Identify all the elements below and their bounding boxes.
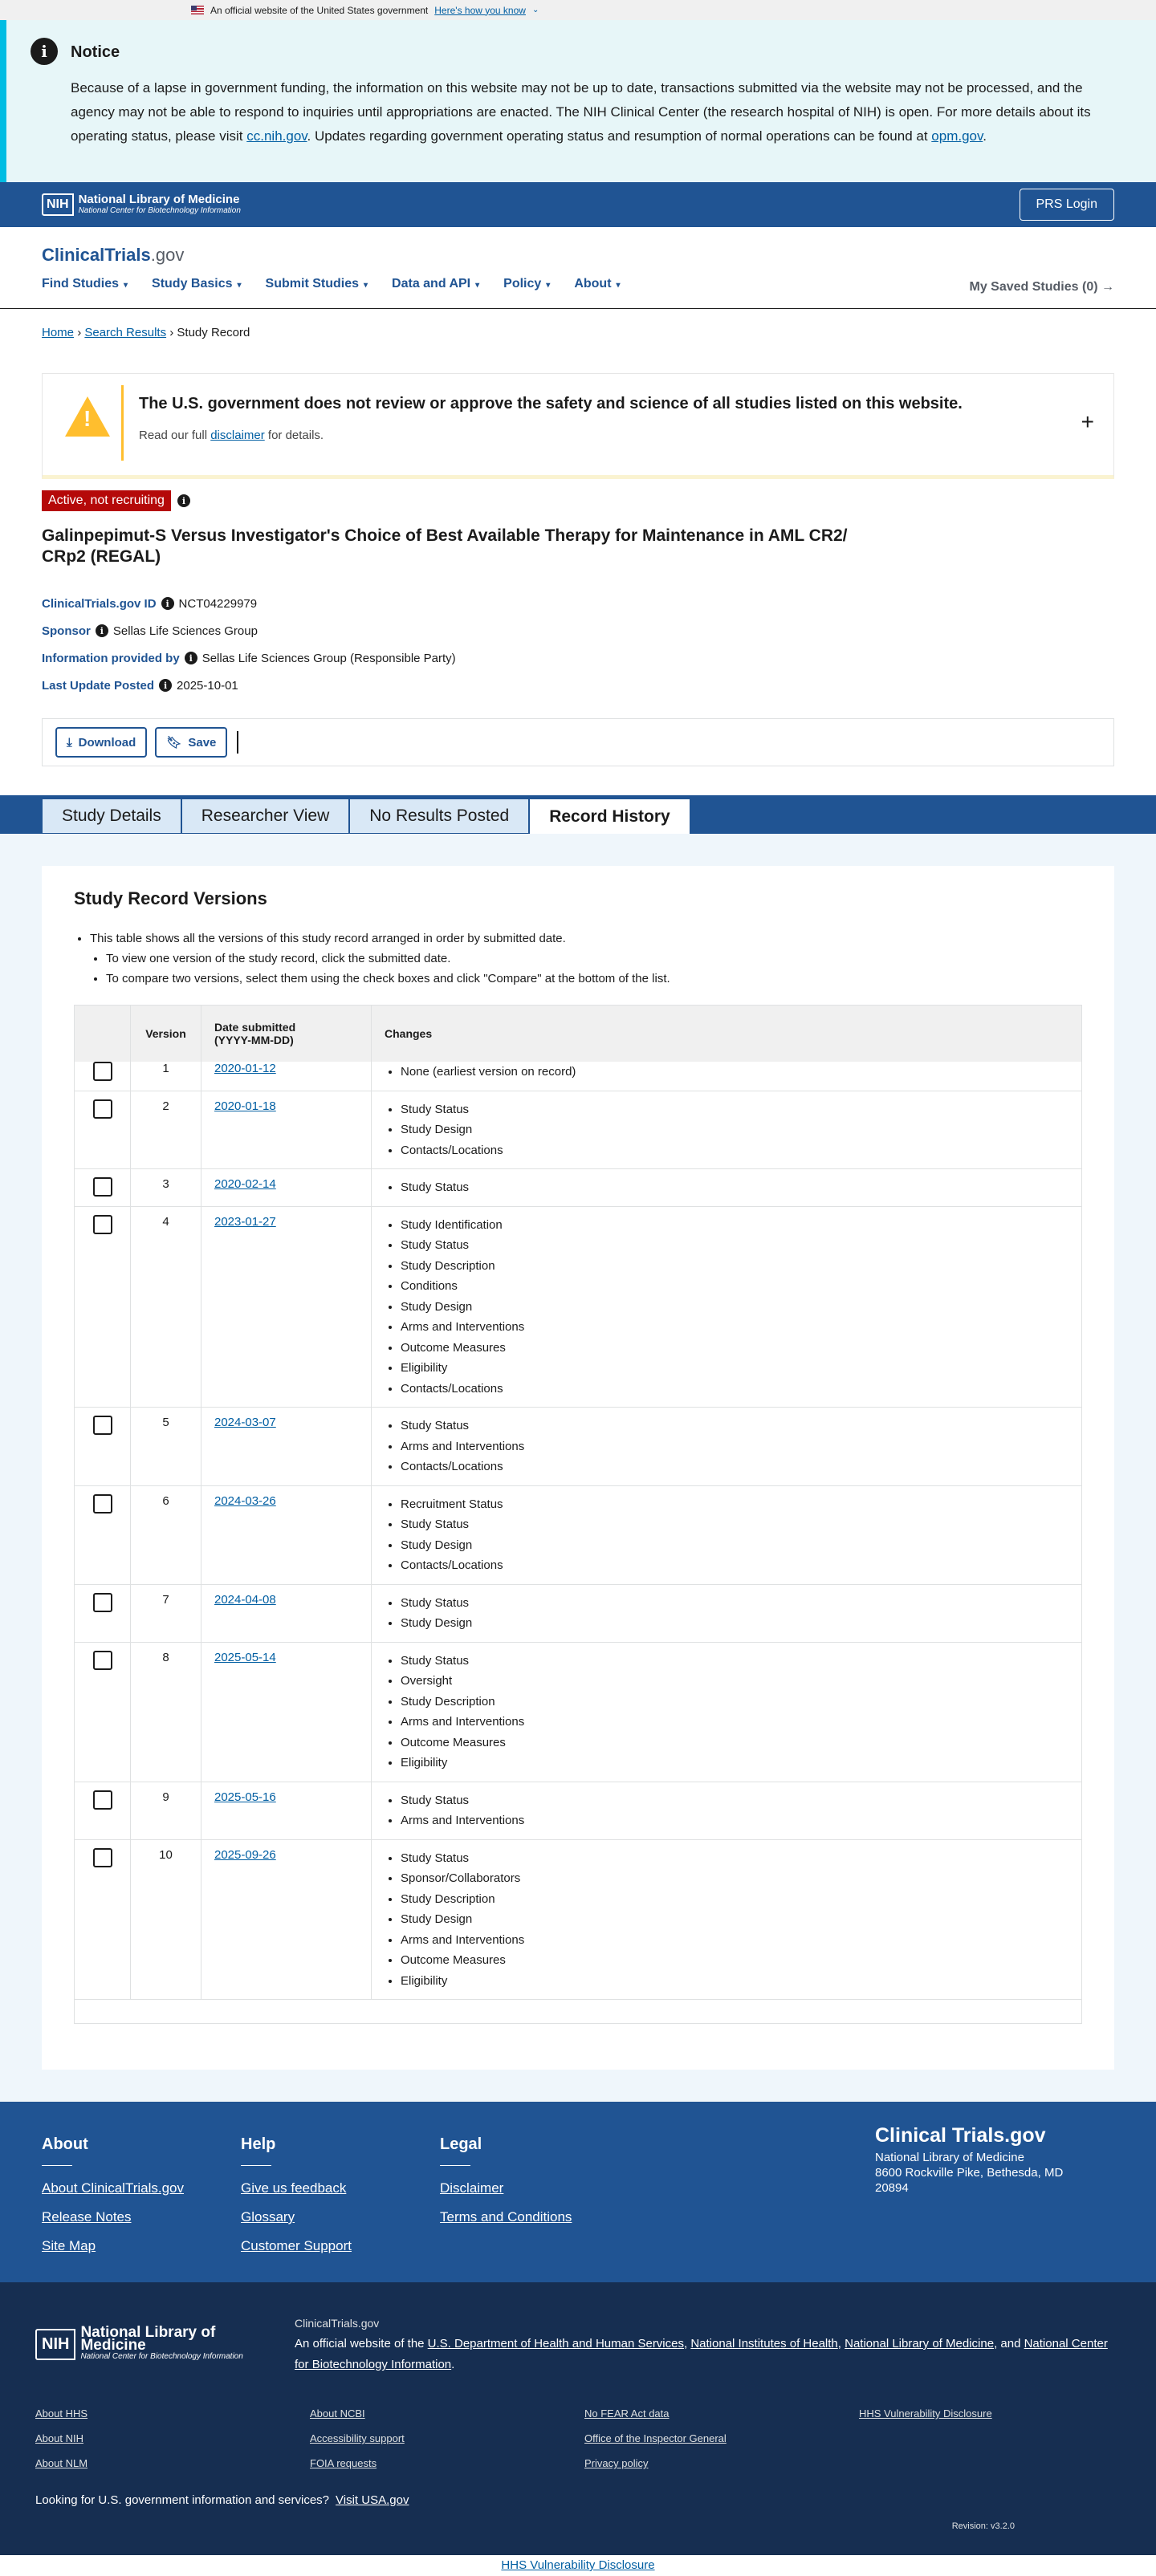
disclaimer-text: Read our full bbox=[139, 429, 211, 442]
change-item: • Contacts/Locations bbox=[401, 1457, 1081, 1477]
my-saved-studies-link[interactable] bbox=[970, 280, 1115, 295]
change-item: • Arms and Interventions bbox=[401, 1930, 1081, 1951]
last-update-value: 2025-10-01 bbox=[177, 678, 238, 693]
compare-checkbox[interactable] bbox=[93, 1177, 112, 1197]
change-item: • Eligibility bbox=[401, 1358, 1081, 1379]
version-number: 6 bbox=[131, 1486, 201, 1584]
change-item: • Contacts/Locations bbox=[401, 1140, 1081, 1161]
table-row bbox=[75, 1062, 1081, 1091]
chevron-down-icon: ▾ bbox=[237, 281, 242, 290]
nih-badge: NIH bbox=[42, 193, 74, 216]
footer-agency-text bbox=[295, 2313, 1121, 2375]
version-number: 4 bbox=[131, 1207, 201, 1408]
footer-link[interactable]: Glossary bbox=[241, 2209, 295, 2225]
gov-banner bbox=[0, 0, 1156, 20]
table-row bbox=[75, 1782, 1081, 1840]
study-title: Galinpepimut-S Versus Investigator's Choice of Best Available Therapy for Maintenance in AML CR2/ CRp2 (REGAL) bbox=[42, 526, 848, 566]
study-tabs bbox=[0, 795, 1156, 834]
change-item: • Contacts/Locations bbox=[401, 1555, 1081, 1576]
date-cell bbox=[201, 1091, 372, 1169]
nav-about[interactable] bbox=[574, 277, 620, 291]
changes-list bbox=[385, 1494, 1081, 1576]
header-changes: Changes bbox=[385, 1027, 433, 1040]
compare-checkbox[interactable] bbox=[93, 1099, 112, 1119]
nav-find-studies[interactable] bbox=[42, 277, 128, 291]
change-item: • Conditions bbox=[401, 1276, 1081, 1297]
table-row bbox=[75, 1840, 1081, 2001]
nav-label: Submit Studies bbox=[265, 277, 359, 291]
changes-cell bbox=[372, 1486, 1081, 1584]
nih-badge: NIH bbox=[35, 2329, 75, 2360]
changes-cell bbox=[372, 1408, 1081, 1485]
prs-login-button[interactable]: PRS Login bbox=[1020, 189, 1115, 221]
tab-researcher-view[interactable]: Researcher View bbox=[181, 798, 350, 834]
breadcrumb-search-results[interactable]: Search Results bbox=[84, 326, 167, 339]
changes-list bbox=[385, 1062, 1081, 1083]
changes-cell bbox=[372, 1169, 1081, 1206]
change-item: • Study Design bbox=[401, 1297, 1081, 1318]
change-item: • Study Status bbox=[401, 1099, 1081, 1120]
nav-data-api[interactable] bbox=[392, 277, 479, 291]
change-item: • Outcome Measures bbox=[401, 1733, 1081, 1753]
change-item: • Study Design bbox=[401, 1535, 1081, 1556]
download-button[interactable] bbox=[55, 727, 147, 758]
footer-link[interactable]: Give us feedback bbox=[241, 2180, 347, 2196]
footer-link[interactable]: No FEAR Act data bbox=[584, 2407, 670, 2420]
footer-link[interactable]: Office of the Inspector General bbox=[584, 2432, 727, 2444]
disclaimer-link[interactable]: disclaimer bbox=[210, 429, 265, 442]
nih-link[interactable]: National Institutes of Health bbox=[690, 2337, 838, 2350]
disclaimer-banner bbox=[42, 373, 1114, 479]
date-cell bbox=[201, 1486, 372, 1584]
footer-link[interactable]: About NIH bbox=[35, 2432, 83, 2444]
change-item: • Recruitment Status bbox=[401, 1494, 1081, 1515]
select-cell bbox=[75, 1207, 131, 1408]
meta-label: Sponsor bbox=[42, 624, 91, 638]
changes-cell bbox=[372, 1207, 1081, 1408]
select-cell bbox=[75, 1408, 131, 1485]
site-header bbox=[0, 227, 1156, 309]
chevron-down-icon: ⌄ bbox=[531, 6, 539, 14]
version-number: 1 bbox=[131, 1062, 201, 1091]
select-cell bbox=[75, 1782, 131, 1839]
breadcrumb bbox=[0, 309, 1156, 347]
header-date bbox=[201, 1006, 372, 1062]
heres-how-you-know-link[interactable]: Here's how you know bbox=[434, 4, 526, 16]
change-item: • Study Description bbox=[401, 1692, 1081, 1713]
versions-title: Study Record Versions bbox=[74, 888, 267, 908]
chevron-down-icon: ▾ bbox=[124, 281, 128, 290]
compare-checkbox[interactable] bbox=[93, 1416, 112, 1435]
changes-cell bbox=[372, 1091, 1081, 1169]
status-row bbox=[42, 490, 1114, 511]
nlm-logo[interactable] bbox=[42, 193, 241, 216]
divider bbox=[121, 385, 124, 461]
change-item: • Study Identification bbox=[401, 1215, 1081, 1236]
change-item: • Sponsor/Collaborators bbox=[401, 1868, 1081, 1889]
nlm-bar bbox=[0, 182, 1156, 227]
compare-checkbox[interactable] bbox=[93, 1848, 112, 1867]
last-update-row bbox=[42, 672, 1114, 699]
nct-id: NCT04229979 bbox=[178, 596, 258, 611]
notice-text: . bbox=[983, 128, 987, 144]
changes-list bbox=[385, 1593, 1081, 1634]
change-item: • Study Design bbox=[401, 1119, 1081, 1140]
info-icon[interactable]: i bbox=[96, 624, 108, 637]
changes-list bbox=[385, 1651, 1081, 1774]
footer-brand-logo[interactable]: Clinical Trials.gov bbox=[875, 2124, 1046, 2147]
date-cell bbox=[201, 1207, 372, 1408]
select-cell bbox=[75, 1169, 131, 1206]
meta-label: ClinicalTrials.gov ID bbox=[42, 596, 157, 611]
change-item: • Arms and Interventions bbox=[401, 1317, 1081, 1338]
footer-nlm-logo[interactable] bbox=[35, 2313, 246, 2375]
intro-subitem: • To view one version of the study record, click the submitted date. bbox=[106, 949, 1082, 969]
change-item: • Eligibility bbox=[401, 1971, 1081, 1992]
intro-subitem: • To compare two versions, select them using the check boxes and click "Compare" at the bottom of the list. bbox=[106, 969, 1082, 989]
nav-submit-studies[interactable] bbox=[266, 277, 368, 291]
ncbi-name: National Center for Biotechnology Information bbox=[78, 206, 241, 215]
table-body[interactable] bbox=[75, 1062, 1081, 2024]
date-cell bbox=[201, 1643, 372, 1782]
footer-link[interactable]: Privacy policy bbox=[584, 2457, 649, 2469]
info-icon: i bbox=[31, 38, 58, 65]
disclaimer-subtext bbox=[139, 429, 324, 442]
notice-text: . Updates regarding government operating status and resumption of normal operations can be found at bbox=[307, 128, 932, 144]
compare-checkbox[interactable] bbox=[93, 1790, 112, 1810]
intro-item bbox=[90, 928, 1082, 989]
change-item: • Study Status bbox=[401, 1593, 1081, 1614]
date-cell bbox=[201, 1840, 372, 2000]
revision-label: Revision: v3.2.0 bbox=[951, 2521, 1015, 2531]
shutdown-notice bbox=[0, 20, 1156, 182]
change-item: • Study Design bbox=[401, 1909, 1081, 1930]
download-icon: ⤓ bbox=[67, 735, 72, 750]
header-version: Version bbox=[131, 1006, 201, 1062]
actions-bar bbox=[42, 718, 1114, 766]
versions-intro bbox=[74, 928, 1082, 989]
breadcrumb-separator: › bbox=[77, 326, 82, 339]
agency-text: An official website of the bbox=[295, 2337, 428, 2350]
expand-plus-icon[interactable]: + bbox=[1081, 409, 1094, 434]
info-icon[interactable]: i bbox=[159, 679, 172, 692]
changes-cell bbox=[372, 1585, 1081, 1642]
divider bbox=[42, 2165, 72, 2166]
intro-text: This table shows all the versions of this study record arranged in order by submitted date. bbox=[90, 932, 566, 945]
changes-cell bbox=[372, 1062, 1081, 1091]
usa-gov-link[interactable]: Visit USA.gov bbox=[336, 2493, 409, 2507]
nav-study-basics[interactable] bbox=[152, 277, 242, 291]
changes-cell bbox=[372, 1643, 1081, 1782]
change-item: • Study Status bbox=[401, 1177, 1081, 1198]
date-cell bbox=[201, 1062, 372, 1091]
compare-checkbox[interactable] bbox=[93, 1593, 112, 1612]
agency-text: , bbox=[684, 2337, 691, 2350]
table-rows bbox=[75, 1062, 1081, 2000]
header-date-format: (YYYY-MM-DD) bbox=[214, 1034, 294, 1046]
footer-gov-links bbox=[35, 2407, 1121, 2469]
brand-name: ClinicalTrials bbox=[42, 245, 151, 265]
changes-list bbox=[385, 1848, 1081, 1992]
site-brand[interactable] bbox=[42, 245, 1114, 266]
select-cell bbox=[75, 1486, 131, 1584]
version-number: 7 bbox=[131, 1585, 201, 1642]
status-badge: Active, not recruiting bbox=[42, 490, 171, 511]
changes-list bbox=[385, 1099, 1081, 1161]
nav-label: Policy bbox=[503, 277, 542, 291]
footer-link[interactable]: Terms and Conditions bbox=[440, 2209, 572, 2225]
footer-link[interactable]: Customer Support bbox=[241, 2238, 352, 2253]
date-cell bbox=[201, 1408, 372, 1485]
compare-checkbox[interactable] bbox=[93, 1651, 112, 1670]
header-select bbox=[75, 1006, 131, 1062]
footer-link[interactable]: About NCBI bbox=[310, 2407, 365, 2420]
changes-list bbox=[385, 1177, 1081, 1198]
version-number: 5 bbox=[131, 1408, 201, 1485]
table-row bbox=[75, 1207, 1081, 1408]
table-row bbox=[75, 1408, 1081, 1486]
footer-link[interactable]: Site Map bbox=[42, 2238, 96, 2253]
record-history-content bbox=[0, 834, 1156, 2102]
provided-by-row bbox=[42, 644, 1114, 672]
version-number: 8 bbox=[131, 1643, 201, 1782]
disclaimer-text: for details. bbox=[264, 429, 324, 442]
select-cell bbox=[75, 1091, 131, 1169]
footer-link[interactable]: About NLM bbox=[35, 2457, 88, 2469]
version-date-link[interactable]: 2025-09-26 bbox=[214, 1847, 276, 1862]
header-date-label: Date submitted bbox=[214, 1021, 296, 1034]
footer-about bbox=[42, 2135, 241, 2282]
meta-label: Information provided by bbox=[42, 651, 180, 665]
version-number: 3 bbox=[131, 1169, 201, 1206]
change-item: • Oversight bbox=[401, 1671, 1081, 1692]
arrow-right-icon: → bbox=[1097, 280, 1114, 294]
changes-list bbox=[385, 1416, 1081, 1477]
changes-cell bbox=[372, 1782, 1081, 1839]
version-date-link[interactable]: 2024-03-26 bbox=[214, 1493, 276, 1508]
nct-id-row bbox=[42, 590, 1114, 617]
version-date-link[interactable]: 2020-01-12 bbox=[214, 1062, 276, 1075]
lookup-text: Looking for U.S. government information and services? bbox=[35, 2493, 330, 2507]
change-item: • Outcome Measures bbox=[401, 1338, 1081, 1359]
change-item: • Study Status bbox=[401, 1514, 1081, 1535]
gov-banner-text: An official website of the United States government bbox=[210, 4, 429, 16]
agency-text: , bbox=[837, 2337, 845, 2350]
notice-title: Notice bbox=[71, 43, 120, 61]
usa-gov-row bbox=[35, 2493, 1121, 2507]
change-item: • Study Description bbox=[401, 1256, 1081, 1277]
nav-label: Study Basics bbox=[152, 277, 233, 291]
ncbi-name: National Center for Biotechnology Information bbox=[80, 2352, 243, 2361]
chevron-down-icon: ▾ bbox=[546, 281, 551, 290]
footer-heading: About bbox=[42, 2135, 88, 2153]
breadcrumb-separator: › bbox=[169, 326, 174, 339]
change-item: • Eligibility bbox=[401, 1753, 1081, 1774]
changes-cell bbox=[372, 1840, 1081, 2000]
tab-study-details[interactable]: Study Details bbox=[42, 798, 181, 834]
select-cell bbox=[75, 1840, 131, 2000]
footer-legal bbox=[440, 2135, 639, 2282]
version-date-link[interactable]: 2020-01-18 bbox=[214, 1099, 276, 1113]
opm-link[interactable]: opm.gov bbox=[931, 128, 983, 144]
footer-link[interactable]: Accessibility support bbox=[310, 2432, 405, 2444]
version-date-link[interactable]: 2024-03-07 bbox=[214, 1416, 276, 1429]
bookmark-icon: 🔖︎ bbox=[166, 736, 182, 750]
change-item: • Study Status bbox=[401, 1416, 1081, 1436]
change-item: • Contacts/Locations bbox=[401, 1379, 1081, 1400]
bottom-link-row bbox=[0, 2555, 1156, 2576]
study-meta bbox=[42, 590, 1114, 699]
select-cell bbox=[75, 1585, 131, 1642]
versions-card bbox=[42, 866, 1114, 2070]
table-row bbox=[75, 1486, 1081, 1585]
nav-label: Find Studies bbox=[42, 277, 119, 291]
divider bbox=[241, 2165, 271, 2166]
chevron-down-icon: ▾ bbox=[616, 281, 621, 290]
footer-heading: Legal bbox=[440, 2135, 482, 2153]
info-icon[interactable]: i bbox=[185, 652, 197, 664]
changes-list bbox=[385, 1215, 1081, 1400]
change-item: • Arms and Interventions bbox=[401, 1810, 1081, 1831]
table-row bbox=[75, 1091, 1081, 1170]
chevron-down-icon: ▾ bbox=[475, 281, 480, 290]
change-item: • Study Status bbox=[401, 1848, 1081, 1869]
change-item: • None (earliest version on record) bbox=[401, 1062, 1081, 1083]
footer-link[interactable]: HHS Vulnerability Disclosure bbox=[859, 2407, 992, 2420]
version-date-link[interactable]: 2025-05-14 bbox=[214, 1650, 276, 1664]
select-cell bbox=[75, 1643, 131, 1782]
cc-nih-link[interactable]: cc.nih.gov bbox=[246, 128, 307, 144]
select-cell bbox=[75, 1062, 131, 1091]
nav-label: About bbox=[574, 277, 612, 291]
change-item: • Study Status bbox=[401, 1790, 1081, 1811]
version-date-link[interactable]: 2023-01-27 bbox=[214, 1214, 276, 1229]
download-label: Download bbox=[78, 735, 136, 750]
version-date-link[interactable]: 2020-02-14 bbox=[214, 1177, 276, 1191]
info-icon[interactable]: i bbox=[177, 494, 190, 507]
footer-link[interactable]: About HHS bbox=[35, 2407, 88, 2420]
date-cell bbox=[201, 1782, 372, 1839]
breadcrumb-current: Study Record bbox=[177, 326, 250, 339]
table-row bbox=[75, 1643, 1081, 1782]
change-item: • Study Status bbox=[401, 1651, 1081, 1672]
notice-text: Because of a lapse in government funding, the information on this website may not be up to date, transactions submitted via the website may not be processed, and the agency may not be able to respond to inquiries until appropriations are enacted. The NIH Clinical Center (the research hospital of NIH) is open. For more details about its operating status, please visit bbox=[71, 80, 1091, 144]
footer-agency bbox=[0, 2282, 1156, 2555]
sponsor-value: Sellas Life Sciences Group bbox=[112, 624, 258, 638]
footer-help bbox=[241, 2135, 440, 2282]
compare-checkbox[interactable] bbox=[93, 1215, 112, 1234]
main-nav bbox=[42, 277, 1114, 291]
nav-policy[interactable] bbox=[503, 277, 550, 291]
nlm-name: National Library of Medicine bbox=[80, 2324, 216, 2354]
footer-link[interactable]: FOIA requests bbox=[310, 2457, 377, 2469]
version-number: 2 bbox=[131, 1091, 201, 1169]
change-item: • Arms and Interventions bbox=[401, 1712, 1081, 1733]
agency-text: . bbox=[451, 2358, 455, 2371]
sponsor-row bbox=[42, 617, 1114, 644]
address-line: National Library of Medicine bbox=[875, 2151, 1024, 2164]
footer-site-name: ClinicalTrials.gov bbox=[295, 2317, 380, 2330]
compare-checkbox[interactable] bbox=[93, 1494, 112, 1514]
changes-list bbox=[385, 1790, 1081, 1831]
nlm-name: National Library of Medicine bbox=[78, 193, 240, 206]
tab-record-history[interactable]: Record History bbox=[529, 798, 690, 834]
tab-no-results-posted[interactable]: No Results Posted bbox=[349, 798, 529, 834]
footer-address bbox=[875, 2150, 1084, 2196]
date-cell bbox=[201, 1169, 372, 1206]
footer-link[interactable]: Disclaimer bbox=[440, 2180, 504, 2196]
brand-suffix: .gov bbox=[150, 245, 185, 265]
chevron-down-icon: ▾ bbox=[364, 281, 368, 290]
provided-value: Sellas Life Sciences Group (Responsible Party) bbox=[201, 651, 456, 665]
versions-table bbox=[74, 1005, 1082, 2024]
change-item: • Arms and Interventions bbox=[401, 1436, 1081, 1457]
notice-body bbox=[71, 76, 1124, 148]
save-button[interactable] bbox=[155, 727, 227, 758]
version-date-link[interactable]: 2025-05-16 bbox=[214, 1790, 276, 1804]
agency-text: , and bbox=[994, 2337, 1024, 2350]
change-item: • Study Design bbox=[401, 1613, 1081, 1634]
breadcrumb-home[interactable]: Home bbox=[42, 326, 75, 339]
saved-label: My Saved Studies (0) bbox=[969, 280, 1098, 294]
save-label: Save bbox=[188, 735, 217, 750]
compare-checkbox[interactable] bbox=[93, 1062, 112, 1081]
info-icon[interactable]: i bbox=[161, 597, 174, 610]
version-date-link[interactable]: 2024-04-08 bbox=[214, 1592, 276, 1607]
version-number: 10 bbox=[131, 1840, 201, 2000]
address-line: 8600 Rockville Pike, Bethesda, MD 20894 bbox=[875, 2166, 1064, 2195]
hhs-vulnerability-link[interactable]: HHS Vulnerability Disclosure bbox=[501, 2558, 655, 2572]
nav-label: Data and API bbox=[392, 277, 471, 291]
meta-label: Last Update Posted bbox=[42, 678, 155, 693]
nlm-link[interactable]: National Library of Medicine bbox=[845, 2337, 995, 2350]
table-row bbox=[75, 1169, 1081, 1207]
footer-link[interactable]: Release Notes bbox=[42, 2209, 132, 2225]
footer-link[interactable]: About ClinicalTrials.gov bbox=[42, 2180, 184, 2196]
version-number: 9 bbox=[131, 1782, 201, 1839]
site-footer bbox=[0, 2102, 1156, 2282]
divider bbox=[440, 2165, 470, 2166]
date-cell bbox=[201, 1585, 372, 1642]
divider bbox=[237, 731, 238, 754]
change-item: • Study Status bbox=[401, 1235, 1081, 1256]
change-item: • Outcome Measures bbox=[401, 1950, 1081, 1971]
table-row bbox=[75, 1585, 1081, 1643]
hhs-link[interactable]: U.S. Department of Health and Human Services bbox=[427, 2337, 684, 2350]
us-flag-icon bbox=[191, 6, 204, 14]
footer-heading: Help bbox=[241, 2135, 276, 2153]
change-item: • Study Description bbox=[401, 1889, 1081, 1910]
warning-icon: ! bbox=[65, 396, 110, 437]
disclaimer-title: The U.S. government does not review or approve the safety and science of all studies listed on this website. bbox=[139, 395, 963, 412]
ncbi-link[interactable]: National Center for Biotechnology Information bbox=[295, 2337, 1108, 2371]
footer-brand bbox=[875, 2126, 1084, 2196]
table-header bbox=[75, 1006, 1081, 1062]
